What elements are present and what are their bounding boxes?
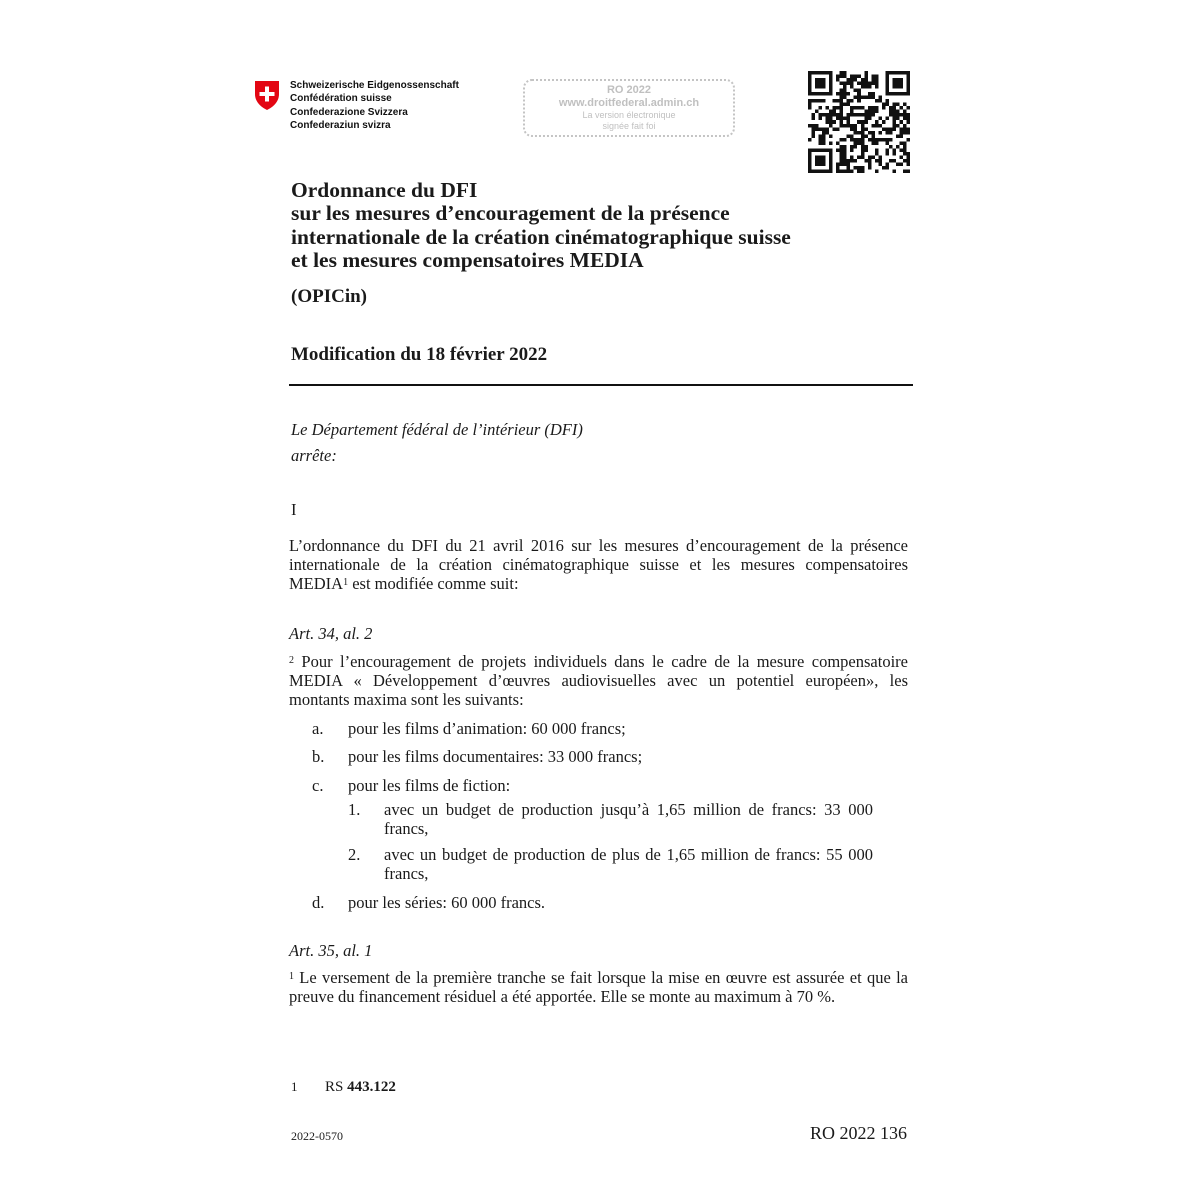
paragraph-number: 1 <box>289 971 294 982</box>
title-divider <box>289 384 913 386</box>
paragraph-text: Le versement de la première tranche se fait lorsque la mise en œuvre est assurée et que la preuve du financement résiduel a été apportée. Elle se monte au maximum à 70 %. <box>289 968 908 1006</box>
qr-code-icon <box>808 71 910 173</box>
intro-text: L’ordonnance du DFI du 21 avril 2016 sur les mesures d’encouragement de la présence internationale de la création cinématographique suisse et les mesures compensatoires MEDIA <box>289 536 908 593</box>
sub-item-text: avec un budget de production de plus de 1,65 million de francs: 55 000 francs, <box>384 845 873 883</box>
footnote <box>291 1079 396 1096</box>
electronic-version-stamp <box>523 79 735 137</box>
title-abbreviation: (OPICin) <box>291 286 367 307</box>
section-number: I <box>291 500 297 519</box>
stamp-url: www.droitfederal.admin.ch <box>558 97 700 109</box>
stamp-ro: RO 2022 <box>606 84 652 96</box>
name-romansh: Confederaziun svizra <box>290 120 391 132</box>
intro-text-end: est modifiée comme suit: <box>348 574 519 593</box>
item-label: b. <box>312 747 325 766</box>
item-text: pour les films d’animation: 60 000 francs; <box>348 719 626 738</box>
sub-item-label: 1. <box>348 800 361 819</box>
item-text: pour les films documentaires: 33 000 francs; <box>348 747 643 766</box>
document-title <box>291 179 791 273</box>
federal-names <box>290 79 459 133</box>
footnote-number: 1 <box>291 1079 298 1094</box>
preamble <box>291 417 583 469</box>
title-line: internationale de la création cinématographique suisse <box>291 224 791 249</box>
name-french: Confédération suisse <box>290 93 392 105</box>
item-text: pour les séries: 60 000 francs. <box>348 893 546 912</box>
stamp-note-1: La version électronique <box>582 110 676 120</box>
title-line: Ordonnance du DFI <box>291 178 478 202</box>
item-label: d. <box>312 893 325 912</box>
name-german: Schweizerische Eidgenossenschaft <box>290 80 459 91</box>
sub-item-label: 2. <box>348 845 361 864</box>
article-35-paragraph <box>289 968 908 1006</box>
preamble-verb: arrête: <box>291 446 337 465</box>
intro-paragraph <box>289 536 908 593</box>
article-34-heading: Art. 34, al. 2 <box>289 624 373 643</box>
paragraph-text: Pour l’encouragement de projets individuels dans le cadre de la mesure compensatoire MEDIA « Développement d’œuvres audiovisuelles avec un potentiel européen», les montants maxima sont les suivants: <box>289 652 908 709</box>
article-35-heading: Art. 35, al. 1 <box>289 941 373 960</box>
document-number: 2022-0570 <box>291 1129 343 1143</box>
stamp-note-2: signée fait foi <box>602 121 656 131</box>
item-text: pour les films de fiction: <box>348 776 511 795</box>
article-34-paragraph <box>289 652 908 709</box>
name-italian: Confederazione Svizzera <box>290 106 408 118</box>
paragraph-number: 2 <box>289 655 294 666</box>
preamble-authority: Le Département fédéral de l’intérieur (DFI) <box>291 420 583 439</box>
swiss-crest-icon <box>254 80 280 111</box>
item-label: a. <box>312 719 324 738</box>
footnote-reference: 443.122 <box>347 1079 396 1095</box>
title-line: et les mesures compensatoires MEDIA <box>291 248 644 273</box>
official-compilation-number: RO 2022 136 <box>810 1123 908 1143</box>
sub-item-text: avec un budget de production jusqu’à 1,65 million de francs: 33 000 francs, <box>384 800 873 838</box>
footnote-prefix: RS <box>325 1079 348 1095</box>
footnote-ref: 1 <box>343 577 349 588</box>
modification-date: Modification du 18 février 2022 <box>291 344 548 365</box>
item-label: c. <box>312 776 324 795</box>
title-line: sur les mesures d’encouragement de la présence <box>291 201 730 226</box>
